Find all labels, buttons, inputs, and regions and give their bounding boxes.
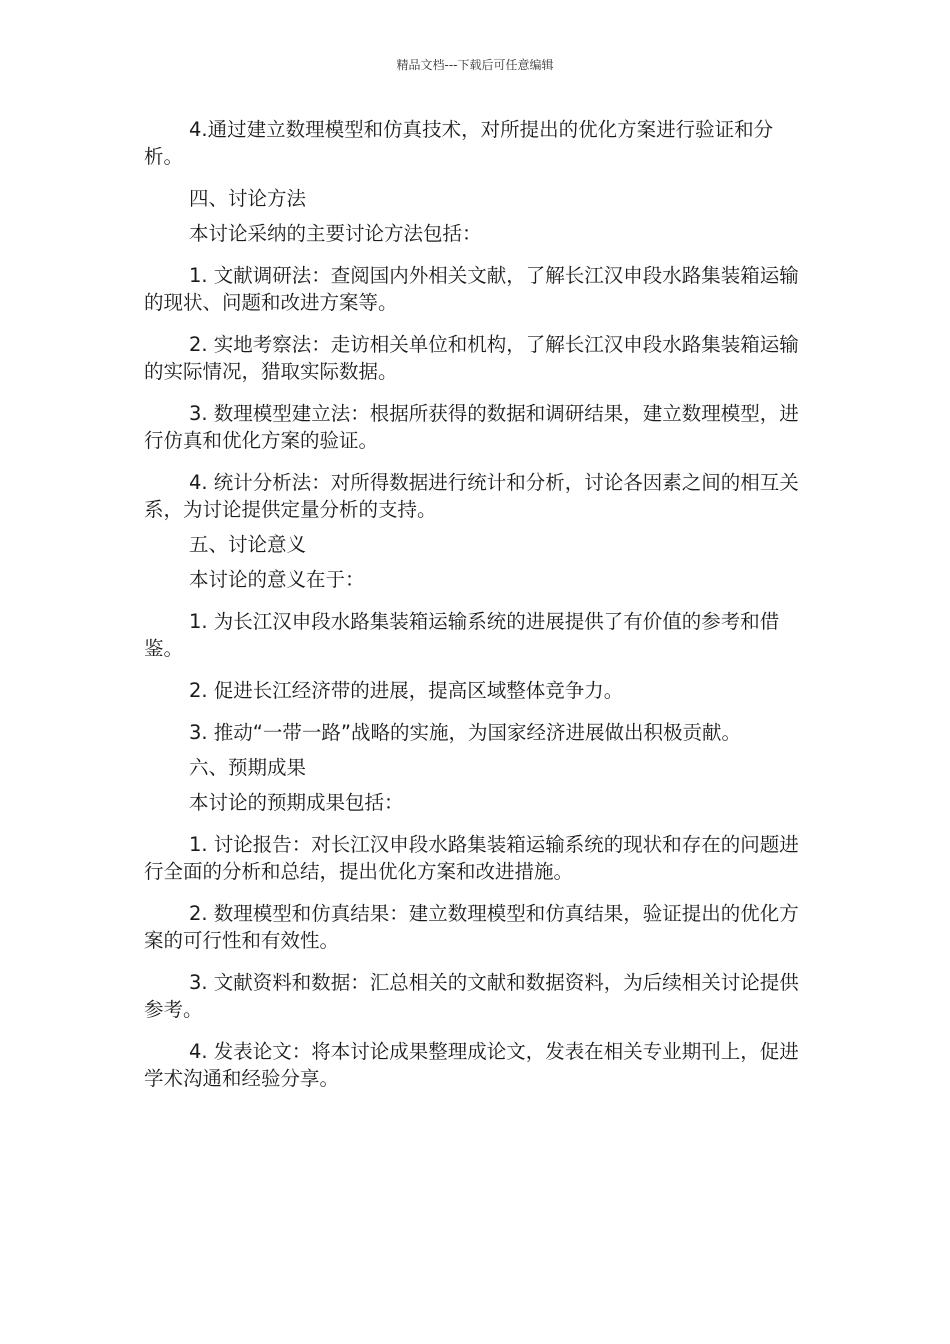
paragraph-method-4: 4.通过建立数理模型和仿真技术，对所提出的优化方案进行验证和分析。 — [144, 118, 774, 168]
section-heading-significance: 五、讨论意义 — [189, 533, 307, 556]
list-item-field-survey: 2. 实地考察法：走访相关单位和机构，了解长江汉申段水路集装箱运输的实际情况，猎取实际数据。 — [144, 333, 799, 383]
paragraph-outcomes-intro: 本讨论的预期成果包括： — [189, 791, 404, 814]
page-header: 精品文档---下载后可任意编辑 — [396, 58, 554, 72]
list-item-literature: 1. 文献调研法：查阅国内外相关文献，了解长江汉申段水路集装箱运输的现状、问题和改进方案等。 — [144, 264, 799, 314]
list-item-significance-2: 2. 促进长江经济带的进展，提高区域整体竞争力。 — [189, 679, 624, 702]
list-item-outcome-model: 2. 数理模型和仿真结果：建立数理模型和仿真结果，验证提出的优化方案的可行性和有效性。 — [144, 902, 799, 952]
list-item-outcome-report: 1. 讨论报告：对长江汉申段水路集装箱运输系统的现状和存在的问题进行全面的分析和总结，提出优化方案和改进措施。 — [144, 833, 799, 883]
list-item-statistics: 4. 统计分析法：对所得数据进行统计和分析，讨论各因素之间的相互关系，为讨论提供定量分析的支持。 — [144, 471, 799, 521]
section-heading-methods: 四、讨论方法 — [189, 187, 307, 210]
list-item-significance-1: 1. 为长江汉申段水路集装箱运输系统的进展提供了有价值的参考和借鉴。 — [144, 610, 780, 660]
section-heading-outcomes: 六、预期成果 — [189, 756, 307, 779]
list-item-significance-3: 3. 推动“一带一路”战略的实施，为国家经济进展做出积极贡献。 — [189, 721, 742, 744]
list-item-outcome-literature: 3. 文献资料和数据：汇总相关的文献和数据资料，为后续相关讨论提供参考。 — [144, 971, 799, 1021]
document-body — [144, 116, 809, 1092]
paragraph-methods-intro: 本讨论采纳的主要讨论方法包括： — [189, 222, 482, 245]
list-item-modeling: 3. 数理模型建立法：根据所获得的数据和调研结果，建立数理模型，进行仿真和优化方案的验证。 — [144, 402, 799, 452]
list-item-outcome-paper: 4. 发表论文：将本讨论成果整理成论文，发表在相关专业期刊上，促进学术沟通和经验分享。 — [144, 1040, 799, 1090]
paragraph-significance-intro: 本讨论的意义在于： — [189, 568, 365, 591]
